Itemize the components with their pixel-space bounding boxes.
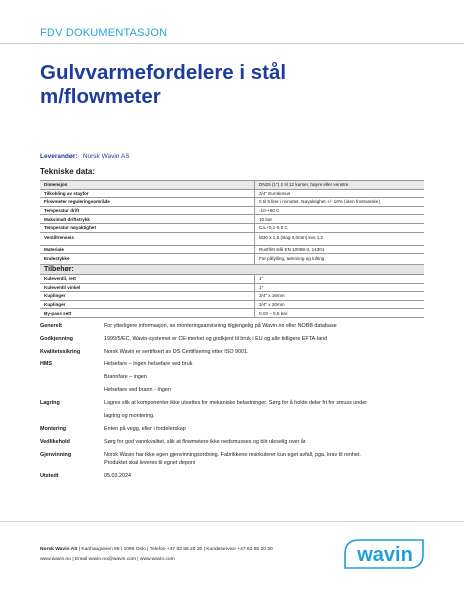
info-value: Brannfare – ingen: [104, 374, 147, 380]
info-key: Vedlikehold: [40, 439, 70, 445]
wavin-logo-icon: [342, 537, 426, 571]
table-row: [40, 198, 424, 207]
info-value: lagring og montering.: [104, 413, 155, 419]
row-value: DN25 (1") 2 til 12 kurser, høyre eller venstre: [255, 181, 425, 190]
info-key: Godkjenning: [40, 336, 73, 342]
row-key: Flowmeter reguleringsområde: [40, 198, 255, 207]
supplier-value: Norsk Wavin AS: [82, 153, 130, 160]
wavin-logo-text: wavin: [357, 544, 413, 566]
info-key: HMS: [40, 361, 52, 367]
row-value: 1": [255, 283, 425, 292]
info-value: Helsefare – Ingen helsefare ved bruk: [104, 361, 193, 367]
info-value: Norsk Wavin er sertifisert av DS Certifisering etter ISO 9001.: [104, 349, 249, 355]
table-row: [40, 206, 424, 215]
row-key: Materiale: [40, 245, 255, 254]
info-value: 05.03.2024: [104, 473, 131, 479]
supplier-label: Leverandør:: [40, 153, 78, 160]
row-key: Temperatur drift: [40, 206, 255, 215]
info-value: Norsk Wavin har ikke egen gjenvinningsordning. Fabrikkene resirkulerer kun eget avfall, pga. krav til renhet.: [104, 452, 361, 458]
row-value: 0 til 5 liter i minuttet. Nøyaktighet +/- 10% (uten frostvæske): [255, 198, 425, 207]
row-value: 3/4" x 20mm: [255, 300, 425, 309]
table-row: [40, 245, 424, 254]
table-row: [40, 181, 424, 190]
table-row: [40, 189, 424, 198]
row-key: Kuleventil, rett: [40, 275, 255, 284]
info-value: Helsefare ved brann - Ingen: [104, 387, 171, 393]
row-value: 10 bar: [255, 215, 425, 224]
row-value: Rustfritt stål EN 10088-3, 14301: [255, 245, 425, 254]
row-key: Maksimalt driftstrykk: [40, 215, 255, 224]
row-key: Kuplinger: [40, 292, 255, 301]
wavin-logo: [342, 537, 426, 571]
table-row: [40, 275, 424, 284]
footer-address: [40, 547, 273, 552]
info-key: Utstedt: [40, 473, 59, 479]
info-key: Generelt: [40, 323, 62, 329]
row-value: -10-+60 C: [255, 206, 425, 215]
row-value: M30 x 1,5 (slag 3,0mm) kvs 1,2: [255, 232, 425, 245]
technical-data-table: [40, 180, 424, 267]
footer-company: Norsk Wavin AS: [40, 547, 78, 552]
table-row: [40, 309, 424, 318]
row-key: Temperatur nøyaktighet: [40, 223, 255, 232]
document-title: Gulvvarmefordelere i stål m/flowmeter: [40, 61, 287, 108]
footer-divider: [0, 521, 464, 522]
footer-web[interactable]: www.wavin.no | Email wavin.no@wavin.com | www.wavin.com: [40, 557, 175, 562]
row-value: 3/4" x 16mm: [255, 292, 425, 301]
info-key: Kvalitetssikring: [40, 349, 81, 355]
technical-data-heading: Tekniske data:: [40, 167, 95, 176]
info-value: Sørg for god vannkvalitet, slik at flowmetere ikke nedsmusses og blir uleselig over år.: [104, 439, 307, 445]
footer-address-text: | Karihaugveien 89 | 1086 Oslo | Telefon +47 63 85 20 20 | Kundeservice +47 63 85 20 30: [77, 547, 273, 552]
table-row: [40, 300, 424, 309]
info-value: 1999/5/EC. Wavin-systemet er CE-merket og godkjent til bruk i EU og alle tidligere EFTA-land: [104, 336, 328, 342]
table-row: [40, 215, 424, 224]
info-value: Enten på vegg, eller i fordelerskap: [104, 426, 186, 432]
table-row: [40, 223, 424, 232]
supplier-row: [40, 153, 130, 160]
row-value: 0,03 – 0,5 bar: [255, 309, 425, 318]
row-key: Endestykke: [40, 254, 255, 267]
row-key: Kuplinger: [40, 300, 255, 309]
table-row: [40, 232, 424, 245]
info-key: Gjenvinning: [40, 452, 72, 458]
info-key: Lagring: [40, 400, 60, 406]
info-value: Produktet skal leveres til egnet deponi: [104, 460, 196, 466]
table-row: [40, 292, 424, 301]
document-header-label: FDV DOKUMENTASJON: [40, 27, 168, 39]
row-value: For påfylling, tømming og lufting: [255, 254, 425, 267]
row-key: Ventiltrenseis: [40, 232, 255, 245]
row-key: By-pass sett: [40, 309, 255, 318]
header-divider: [0, 43, 464, 44]
table-row: [40, 283, 424, 292]
row-key: Dimensjon: [40, 181, 255, 190]
row-value: Ca.+0,1-0,5 C: [255, 223, 425, 232]
accessories-heading: Tilbehør:: [44, 266, 74, 273]
row-key: Tilkobling av stayfor: [40, 189, 255, 198]
row-value: 3/4" Eurokonus: [255, 189, 425, 198]
accessories-table: [40, 274, 424, 318]
info-key: Montering: [40, 426, 67, 432]
info-value: Lagres slik at komponenter ikke utsettes for mekaniske belastninger. Sørg for å holde deler fri for smuss under: [104, 400, 368, 406]
info-value: For ytterligere informasjon, se monteringsanvisning tilgjengelig på Wavin.no eller NOBB database: [104, 323, 337, 329]
row-key: Kuleventil vinkel: [40, 283, 255, 292]
row-value: 1": [255, 275, 425, 284]
